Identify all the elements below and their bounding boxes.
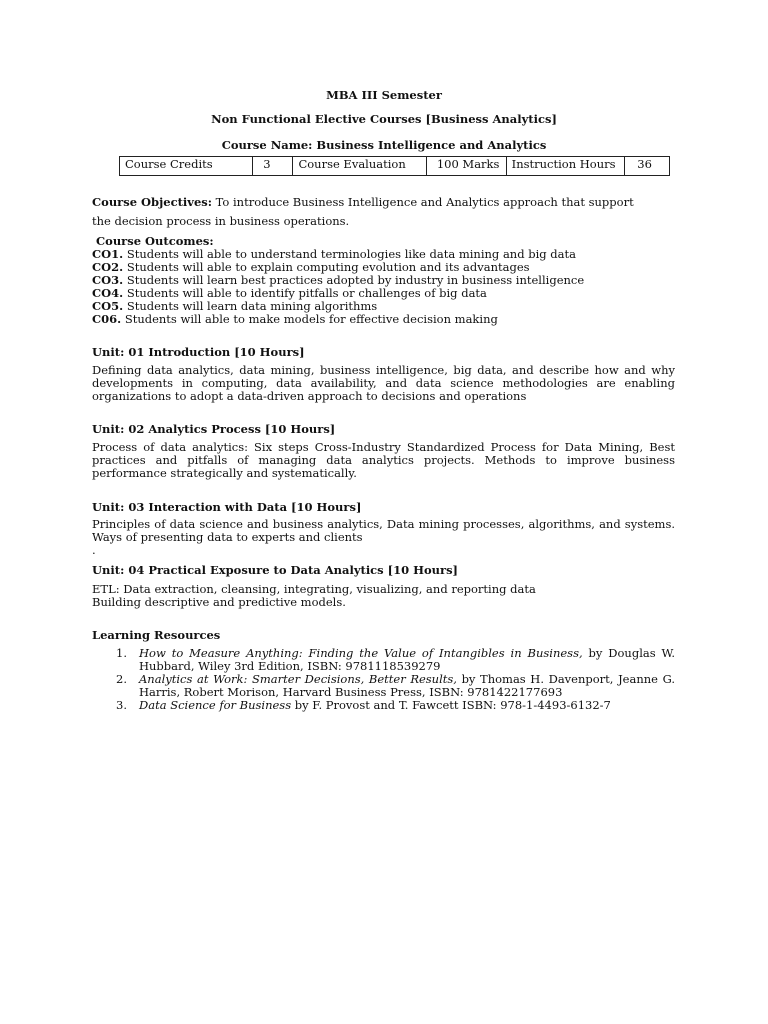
objectives-text: To introduce Business Intelligence and Analytics approach that support the decision process in business operations.: [92, 195, 634, 228]
credits-label-cell: Course Credits: [120, 157, 253, 176]
course-category: Non Functional Elective Courses [Business Analytics]: [211, 112, 557, 126]
unit-4-line: ETL: Data extraction, cleansing, integrating, visualizing, and reporting data: [92, 582, 536, 596]
resources-list: [92, 647, 675, 712]
unit-1-heading: Unit: 01 Introduction [10 Hours]: [92, 345, 305, 359]
list-item: C06. Students will able to make models for effective decision making: [92, 312, 498, 326]
list-item: CO3. Students will learn best practices adopted by industry in business intelligence: [92, 273, 585, 287]
unit-2-heading: Unit: 02 Analytics Process [10 Hours]: [92, 422, 336, 436]
outcomes-heading: Course Outcomes:: [96, 234, 214, 248]
semester-title: MBA III Semester: [326, 88, 442, 102]
unit-4-heading: Unit: 04 Practical Exposure to Data Analytics [10 Hours]: [92, 563, 458, 577]
objectives-label: Course Objectives:: [92, 195, 212, 209]
resource-title: Data Science for Business: [139, 698, 292, 712]
list-item: 1. How to Measure Anything: Finding the Value of Intangibles in Business, by Douglas W. Hubbard, Wiley 3rd Edition, ISBN: 9781118539279: [116, 646, 675, 673]
evaluation-label-cell: Course Evaluation: [293, 157, 426, 176]
resource-title: How to Measure Anything: Finding the Value of Intangibles in Business,: [139, 646, 583, 660]
unit-1-body: Defining data analytics, data mining, business intelligence, big data, and describe how and why developments in computing, data availability, and data science methodologies are enabling organizations to adopt a data-driven approach to decisions and operations: [92, 363, 675, 403]
hours-value-cell: 36: [625, 157, 670, 176]
course-name: Course Name: Business Intelligence and Analytics: [221, 138, 547, 152]
course-outcomes: [92, 235, 675, 326]
unit-3-heading: Unit: 03 Interaction with Data [10 Hours]: [92, 500, 362, 514]
list-item: CO5. Students will learn data mining algorithms: [92, 299, 378, 313]
resources-heading: Learning Resources: [92, 628, 221, 642]
list-item: CO2. Students will able to explain computing evolution and its advantages: [92, 260, 530, 274]
hours-label-cell: Instruction Hours: [506, 157, 625, 176]
unit-3-trailing-mark: .: [92, 543, 96, 557]
list-item: CO1. Students will able to understand terminologies like data mining and big data: [92, 247, 576, 261]
evaluation-value-cell: 100 Marks: [426, 157, 506, 176]
resource-title: Analytics at Work: Smarter Decisions, Better Results,: [139, 672, 457, 686]
credits-value-cell: 3: [253, 157, 293, 176]
unit-3-body: Principles of data science and business analytics, Data mining processes, algorithms, and systems. Ways of presenting data to experts and clients: [92, 517, 675, 544]
course-credits-table: [119, 156, 670, 176]
course-objectives: [92, 193, 637, 231]
unit-4-body: [92, 583, 675, 609]
table-row: [120, 157, 670, 176]
list-item: CO4. Students will able to identify pitfalls or challenges of big data: [92, 286, 487, 300]
unit-4-line: Building descriptive and predictive models.: [92, 595, 346, 609]
list-item: 3. Data Science for Business by F. Provost and T. Fawcett ISBN: 978-1-4493-6132-7: [116, 698, 611, 712]
list-item: 2. Analytics at Work: Smarter Decisions, Better Results, by Thomas H. Davenport, Jeanne G. Harris, Robert Morison, Harvard Business Press, ISBN: 9781422177693: [116, 672, 676, 699]
unit-2-body: Process of data analytics: Six steps Cross-Industry Standardized Process for Data Mining, Best practices and pitfalls of managing data analytics projects. Methods to improve business performance strategically and systematically.: [92, 440, 675, 480]
